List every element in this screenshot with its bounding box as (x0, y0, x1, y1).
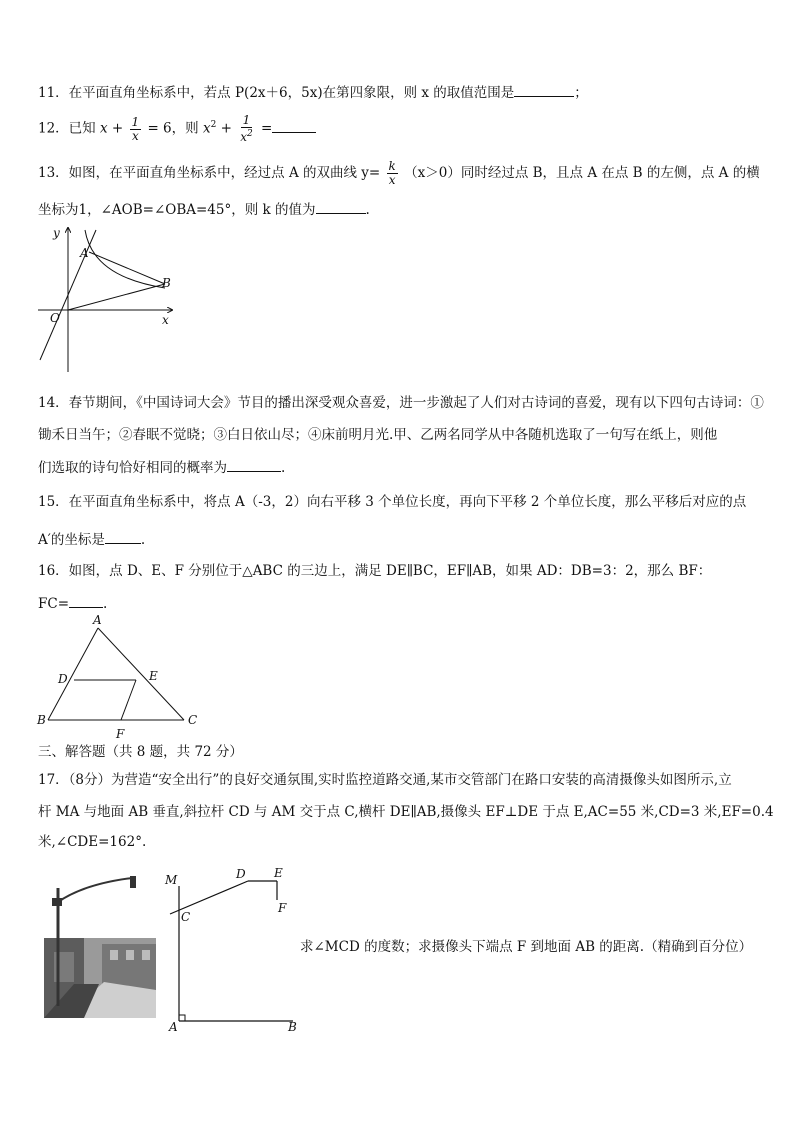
label-O: O (50, 311, 60, 325)
label-D: D (58, 672, 68, 686)
label-B: B (288, 1020, 297, 1034)
label-B: B (162, 276, 171, 290)
side-AB (48, 628, 98, 720)
label-E: E (149, 669, 158, 683)
camera-photo (44, 872, 158, 1020)
label-E: E (274, 866, 283, 880)
q17-diagram (160, 864, 310, 1036)
side-AC (98, 628, 184, 720)
question-14-line-1: 14．春节期间，《中国诗词大会》节目的播出深受观众喜爱，进一步激起了人们对古诗词的喜爱，现有以下四句古诗词：① (38, 395, 764, 411)
question-11: 11．在平面直角坐标系中，若点 P(2x＋6，5x)在第四象限，则 x 的取值范围是 ； (38, 82, 588, 102)
label-D: D (236, 867, 246, 881)
label-A: A (93, 613, 102, 627)
fraction-k-over-x: $\frac{k}{x}$ (388, 159, 396, 187)
label-y: y (53, 226, 60, 240)
q13-hyperbola-figure (34, 222, 184, 374)
question-13-line-1: 13．如图，在平面直角坐标系中，经过点 A 的双曲线 y= $\frac{k}{x}$ （x＞0）同时经过点 B，且点 A 在点 B 的左侧，点 A 的横 (38, 159, 760, 187)
answer-blank[interactable] (105, 529, 141, 544)
answer-blank[interactable] (69, 593, 103, 608)
question-12: 12．已知 x + $\frac{1}{x}$ = 6，则 $x^2$ + $\frac{1}{x^2}$ = (38, 114, 316, 144)
label-M: M (165, 873, 178, 887)
segment-AB (89, 252, 165, 284)
label-B: B (37, 713, 46, 727)
right-angle-mark (179, 1015, 185, 1021)
label-F: F (116, 727, 125, 741)
question-17-line-1: 17．（8分）为营造“安全出行”的良好交通氛围,实时监控道路交通,某市交管部门在路口安装的高清摄像头如图所示,立 (38, 772, 732, 788)
answer-blank[interactable] (316, 199, 366, 214)
label-x: x (162, 313, 169, 327)
question-14-line-3: 们选取的诗句恰好相同的概率为 . (38, 457, 285, 477)
question-17-line-2: 杆 MA 与地面 AB 垂直,斜拉杆 CD 与 AM 交于点 C,横杆 DE∥AB,摄像头 EF⊥DE 于点 E,AC=55 米,CD=3 米,EF=0.4 (38, 804, 774, 820)
fraction-1-over-x-squared: $\frac{1}{x^2}$ (240, 113, 253, 144)
fraction-1-over-x: $\frac{1}{x}$ (131, 114, 140, 143)
label-F: F (278, 901, 287, 915)
label-A: A (169, 1020, 178, 1034)
question-16-line-1: 16．如图，点 D、E、F 分别位于△ABC 的三边上，满足 DE∥BC，EF∥AB，如果 AD：DB=3：2，那么 BF： (38, 563, 712, 579)
question-17-task: 求∠MCD 的度数；求摄像头下端点 F 到地面 AB 的距离.（精确到百分位） (300, 939, 753, 955)
question-14-line-2: 锄禾日当午；②春眠不觉晓；③白日依山尽；④床前明月光.甲、乙两名同学从中各随机选取了一句写在纸上，则他 (38, 427, 718, 443)
question-13-line-2: 坐标为1，∠AOB=∠OBA=45°，则 k 的值为 . (38, 199, 370, 219)
answer-blank[interactable] (514, 82, 574, 97)
q11-text: 11．在平面直角坐标系中，若点 P(2x＋6，5x)在第四象限，则 x 的取值范围是 (38, 85, 515, 101)
answer-blank[interactable] (227, 457, 281, 472)
question-17-line-3: 米,∠CDE=162°. (38, 834, 147, 850)
label-A: A (80, 246, 89, 260)
question-16-line-2: FC= . (38, 593, 107, 613)
question-15-line-2: A′的坐标是 . (38, 529, 145, 549)
label-C: C (181, 910, 191, 924)
q16-triangle-figure (34, 612, 209, 742)
answer-blank[interactable] (272, 118, 316, 133)
label-C: C (188, 713, 198, 727)
segment-OB (68, 284, 165, 310)
question-15-line-1: 15．在平面直角坐标系中，将点 A（-3，2）向右平移 3 个单位长度，再向下平移 2 个单位长度，那么平移后对应的点 (38, 494, 747, 510)
segment-EF (121, 680, 136, 720)
section-heading: 三、解答题（共 8 题，共 72 分） (38, 744, 243, 760)
